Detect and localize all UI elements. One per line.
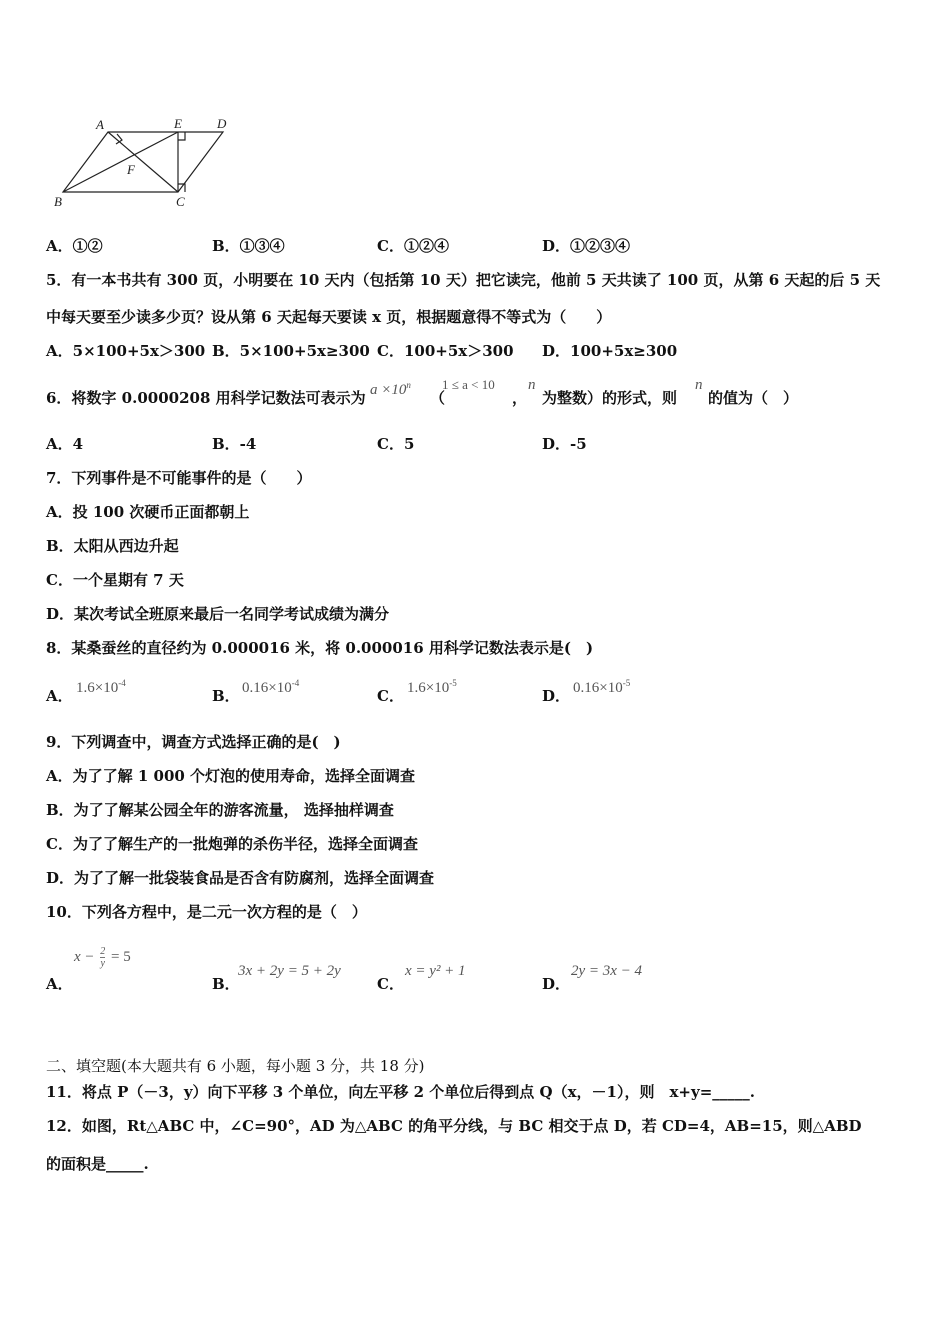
q8-option-b-math bbox=[242, 674, 299, 697]
q8-option-d-base: 0.16×10 bbox=[573, 680, 623, 696]
q6-option-b: B．-4 bbox=[212, 435, 257, 453]
label-b: B bbox=[54, 194, 62, 209]
q10-option-c-math: x = y² + 1 bbox=[405, 963, 466, 979]
q6-paren-open: （ bbox=[430, 389, 446, 407]
q8-option-d-exp: -5 bbox=[622, 678, 631, 688]
q6-comma: ， bbox=[512, 389, 528, 407]
q4-option-d: D．①②③④ bbox=[542, 237, 631, 255]
q8-option-d-letter: D． bbox=[542, 687, 571, 705]
q6-math-n2: n bbox=[695, 377, 703, 393]
q6-option-d: D．-5 bbox=[542, 435, 587, 453]
q12-line2: 的面积是_____. bbox=[46, 1155, 149, 1173]
q7-option-a: A．投 100 次硬币正面都朝上 bbox=[46, 503, 250, 521]
q5-option-d: D．100+5x≥300 bbox=[542, 342, 678, 360]
q10-option-a-denominator: y bbox=[100, 958, 105, 969]
q5-option-a: A．5×100+5x＞300 bbox=[46, 342, 206, 360]
q5-stem-line2: 中每天要至少读多少页？设从第 6 天起每天要读 x 页，根据题意得不等式为（ ） bbox=[46, 308, 612, 326]
label-a: A bbox=[96, 117, 104, 132]
q8-option-c-base: 1.6×10 bbox=[407, 680, 450, 696]
q9-option-d: D．为了了解一批袋装食品是否含有防腐剂，选择全面调查 bbox=[46, 869, 435, 887]
q5-stem-line1: 5．有一本书共有 300 页，小明要在 10 天内（包括第 10 天）把它读完，他前 5 天共读了 100 页，从第 6 天起的后 5 天 bbox=[46, 271, 881, 289]
q8-option-b-letter: B． bbox=[212, 687, 240, 705]
q12-line1: 12．如图，Rt△ABC 中，∠C=90°，AD 为△ABC 的角平分线，与 BC 相交于点 D，若 CD=4，AB=15，则△ABD bbox=[46, 1117, 862, 1135]
q8-option-b-base: 0.16×10 bbox=[242, 680, 292, 696]
q10-option-a-math bbox=[74, 946, 131, 969]
q4-option-a: A．①② bbox=[46, 237, 103, 255]
q6-math-a: a ×10 bbox=[370, 382, 407, 398]
q7-option-d: D．某次考试全班原来最后一名同学考试成绩为满分 bbox=[46, 605, 390, 623]
q8-option-a-letter: A． bbox=[46, 687, 73, 705]
q10-option-a-pre: x − bbox=[74, 948, 95, 965]
q6-stem-suffix: 的值为（ ） bbox=[708, 389, 799, 407]
q6-math-a-exp: n bbox=[406, 380, 411, 390]
q8-option-a-math bbox=[76, 674, 126, 697]
q8-stem: 8．某桑蚕丝的直径约为 0.000016 米，将 0.000016 用科学记数法表示是( ) bbox=[46, 639, 594, 657]
q10-option-a-letter: A． bbox=[46, 975, 73, 993]
label-d: D bbox=[217, 116, 227, 131]
q6-option-c: C．5 bbox=[377, 435, 415, 453]
q8-option-c-letter: C． bbox=[377, 687, 404, 705]
q10-option-d-math: 2y = 3x − 4 bbox=[571, 963, 643, 979]
q6-math-a-times-10n bbox=[370, 376, 411, 399]
q4-option-c: C．①②④ bbox=[377, 237, 449, 255]
q10-option-b-letter: B． bbox=[212, 975, 240, 993]
q10-stem: 10．下列各方程中，是二元一次方程的是（ ） bbox=[46, 903, 367, 921]
q8-option-a-exp: -4 bbox=[118, 678, 126, 688]
q6-math-n: n bbox=[528, 377, 536, 393]
q7-stem: 7．下列事件是不可能事件的是（ ） bbox=[46, 469, 312, 487]
q8-option-c-math bbox=[407, 674, 457, 697]
q10-option-a-fraction bbox=[100, 946, 105, 969]
label-c: C bbox=[176, 194, 185, 209]
q10-option-a-post: = 5 bbox=[111, 948, 131, 965]
q11-text: 11．将点 P（－3，y）向下平移 3 个单位，向左平移 2 个单位后得到点 Q（x，－1），则 x+y=_____. bbox=[46, 1083, 755, 1101]
q8-option-d-math bbox=[573, 674, 630, 697]
q6-stem-mid: 为整数）的形式，则 bbox=[542, 389, 678, 407]
label-e: E bbox=[174, 116, 182, 131]
q9-option-b: B．为了了解某公园全年的游客流量， 选择抽样调查 bbox=[46, 801, 394, 819]
q6-option-a: A．4 bbox=[46, 435, 84, 453]
q8-option-a-base: 1.6×10 bbox=[76, 680, 119, 696]
parallelogram-figure bbox=[50, 112, 240, 212]
segment-ac bbox=[108, 132, 178, 192]
q7-option-b: B．太阳从西边升起 bbox=[46, 537, 179, 555]
q10-option-a-numerator: 2 bbox=[100, 946, 106, 957]
q7-option-c: C．一个星期有 7 天 bbox=[46, 571, 184, 589]
q10-option-c-letter: C． bbox=[377, 975, 404, 993]
q6-stem-prefix: 6．将数字 0.0000208 用科学记数法可表示为 bbox=[46, 389, 366, 407]
q6-math-range: 1 ≤ a < 10 bbox=[442, 377, 495, 392]
q5-option-b: B．5×100+5x≥300 bbox=[212, 342, 370, 360]
q10-option-d-letter: D． bbox=[542, 975, 571, 993]
q9-option-a: A．为了了解 1 000 个灯泡的使用寿命，选择全面调查 bbox=[46, 767, 416, 785]
q9-option-c: C．为了了解生产的一批炮弹的杀伤半径，选择全面调查 bbox=[46, 835, 418, 853]
q9-stem: 9．下列调查中，调查方式选择正确的是( ) bbox=[46, 733, 341, 751]
right-angle-mark-e bbox=[178, 132, 185, 140]
section2-title: 二、填空题(本大题共有 6 小题，每小题 3 分，共 18 分) bbox=[46, 1057, 425, 1075]
q8-option-b-exp: -4 bbox=[291, 678, 300, 688]
q8-option-c-exp: -5 bbox=[449, 678, 457, 688]
q5-option-c: C．100+5x＞300 bbox=[377, 342, 514, 360]
q10-option-b-math: 3x + 2y = 5 + 2y bbox=[238, 963, 341, 979]
q4-option-b: B．①③④ bbox=[212, 237, 285, 255]
label-f: F bbox=[127, 162, 135, 177]
